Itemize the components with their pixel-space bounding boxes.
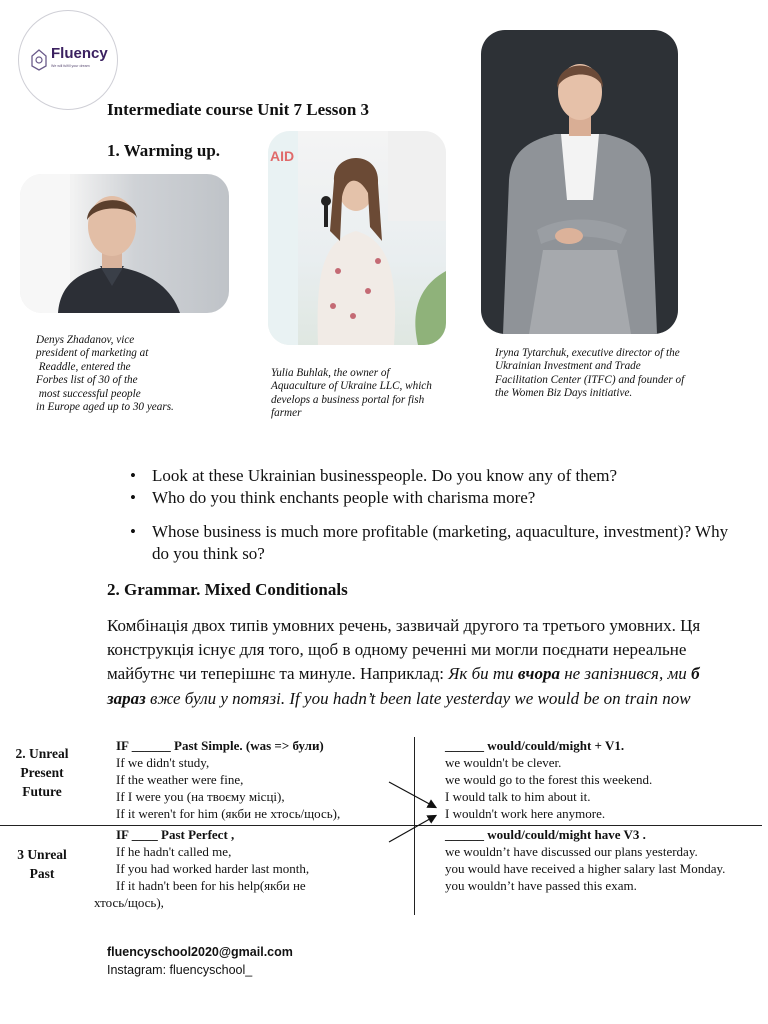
result-clause-line: I would talk to him about it. — [445, 789, 591, 804]
if-clause-line: If he hadn't called me, — [116, 844, 232, 859]
example-bold: б зараз — [107, 664, 700, 708]
example-part: Як би ти — [448, 664, 518, 684]
question-item: • Who do you think enchants people with charisma more? — [130, 487, 730, 509]
result-clause-line: I wouldn't work here anymore. — [445, 806, 606, 821]
caption-line: Forbes list of 30 of the — [36, 374, 138, 387]
arrows-icon — [385, 780, 445, 846]
example-bold: вчора — [517, 664, 560, 684]
question-item: • Whose business is much more profitable (marketing, aquaculture, investment)? Why do you think so? — [130, 521, 730, 565]
row1-result-clause — [445, 737, 652, 822]
if-clause-line: If I were you (на твоєму місці), — [116, 789, 285, 804]
school-logo — [18, 10, 118, 110]
caption-yulia-buhlak: Yulia Buhlak, the owner of Aquaculture of Ukraine LLC, which develops a business portal for fish farmer — [271, 367, 432, 420]
row-label-unreal-present: 2. Unreal Present Future — [15, 746, 69, 799]
result-clause-header: ______ would/could/might + V1. — [445, 738, 625, 753]
example-part: вже були у потязі. If you hadn’t been late yesterday we would be on train now — [145, 688, 691, 708]
if-clause-line: If the weather were fine, — [116, 772, 244, 787]
result-clause-line: we wouldn’t have discussed our plans yesterday. — [445, 844, 698, 859]
photo-denys-zhadanov — [20, 174, 229, 313]
if-clause-header: IF ____ Past Perfect , — [116, 827, 235, 842]
if-clause-header: IF ______ Past Simple. (was => були) — [116, 738, 324, 753]
if-clause-line: хтось/щось), — [94, 895, 164, 910]
result-clause-header: ______ would/could/might have V3 . — [445, 827, 646, 842]
row-label-unreal-past: 3 Unreal Past — [17, 847, 67, 881]
fluency-logo-icon — [29, 48, 49, 72]
logo-tagline: We will fulfill your dream — [51, 64, 90, 68]
section-warming-up: 1. Warming up. — [107, 141, 221, 160]
page-title: Intermediate course Unit 7 Lesson 3 — [107, 100, 370, 119]
caption-line: Readdle, entered the — [36, 360, 131, 373]
photo-yulia-buhlak — [268, 131, 446, 345]
caption-line: president of marketing at — [36, 347, 149, 360]
warmup-questions — [130, 465, 730, 565]
if-clause-line: If it hadn't been for his help(якби не — [116, 878, 306, 893]
result-clause-line: you wouldn’t have passed this exam. — [445, 878, 637, 893]
if-clause-line: If it weren't for him (якби не хтось/щось), — [116, 806, 341, 821]
caption-denys-zhadanov — [36, 334, 186, 414]
if-clause-line: If we didn't study, — [116, 755, 210, 770]
row1-if-clause — [116, 737, 340, 822]
contact-email: fluencyschool2020@gmail.com — [107, 945, 293, 959]
row2-result-clause — [445, 826, 725, 894]
caption-iryna-tytarchuk: Iryna Tytarchuk, executive director of the Ukrainian Investment and Trade Facilitation Center (ITFC) and founder of the Women Biz Days initiative. — [495, 347, 685, 400]
question-item: • Look at these Ukrainian businesspeople. Do you know any of them? — [130, 465, 730, 487]
explanation-text: Комбінація двох типів умовних речень, зазвичай другого та третього умовних. Ця конструкція існує для того, щоб в одному реченні ми могли поєднати нереальне майбутнє чи теперішнє та минуле. Наприклад: — [107, 616, 701, 684]
result-clause-line: we would go to the forest this weekend. — [445, 772, 653, 787]
contact-instagram: Instagram: fluencyschool_ — [107, 963, 253, 977]
photo-iryna-tytarchuk — [481, 30, 678, 334]
caption-line: in Europe aged up to 30 years. — [36, 401, 174, 414]
caption-line: Denys Zhadanov, vice — [36, 334, 135, 346]
if-clause-line: If you had worked harder last month, — [116, 861, 310, 876]
grammar-explanation — [107, 614, 727, 711]
section-grammar: 2. Grammar. Mixed Conditionals — [107, 580, 348, 599]
caption-line: most successful people — [36, 387, 141, 400]
photo-sign-text: AID — [270, 148, 295, 164]
result-clause-line: you would have received a higher salary last Monday. — [445, 861, 726, 876]
logo-name: Fluency — [51, 45, 108, 62]
example-part: не запізнився, ми — [559, 664, 692, 684]
result-clause-line: we wouldn't be clever. — [445, 755, 562, 770]
row2-if-clause — [94, 826, 310, 911]
